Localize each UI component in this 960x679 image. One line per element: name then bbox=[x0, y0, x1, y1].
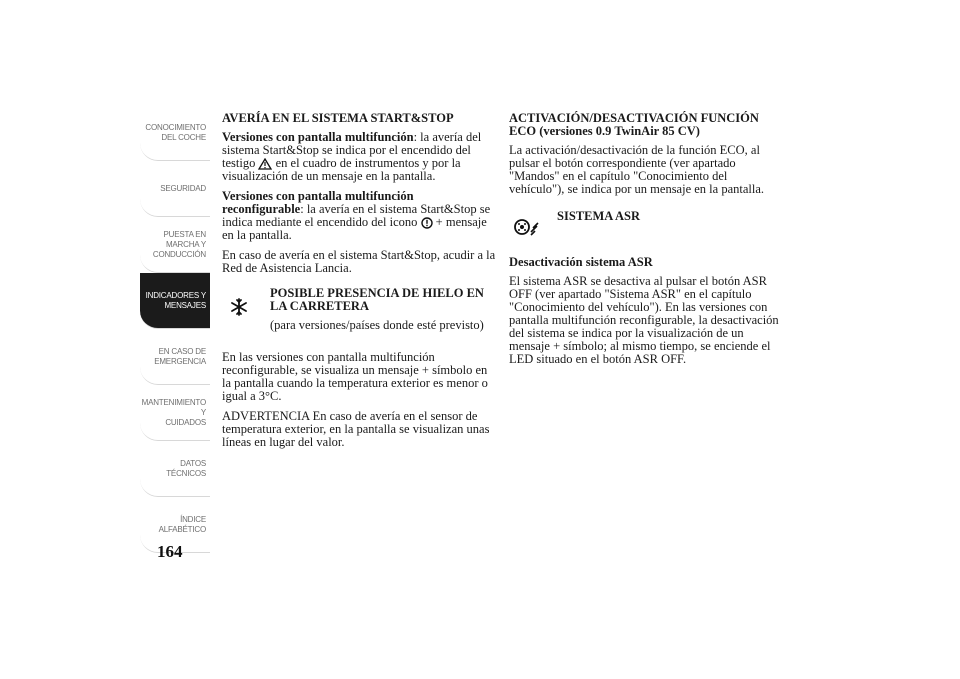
page-number: 164 bbox=[157, 542, 183, 561]
tab-label: CONOCIMIENTO DEL COCHE bbox=[145, 122, 206, 142]
asr-block bbox=[509, 210, 784, 238]
chapter-sidebar bbox=[140, 105, 210, 553]
paragraph: En las versiones con pantalla multifunción reconfigurable, se visualiza un mensaje + símbolo en la pantalla cuando la temperatura exterior es menor o igual a 3°C. bbox=[222, 350, 488, 404]
paragraph: La activación/desactivación de la función ECO, al pulsar el botón correspondiente (ver apartado "Mandos" en el capítulo "Conocimiento del vehículo"), se indica por un mensaje en la pantalla. bbox=[509, 143, 765, 196]
tab-indicadores[interactable] bbox=[140, 273, 210, 329]
section-heading-eco: ACTIVACIÓN/DESACTIVACIÓN FUNCIÓN ECO (versiones 0.9 TwinAir 85 CV) bbox=[509, 111, 759, 138]
right-column bbox=[509, 112, 784, 373]
tab-label: EN CASO DE EMERGENCIA bbox=[154, 346, 206, 366]
subheading-asr-off: Desactivación sistema ASR bbox=[509, 255, 653, 269]
tab-conocimiento[interactable] bbox=[140, 105, 210, 161]
tab-label: PUESTA EN MARCHA Y CONDUCCIÓN bbox=[152, 229, 206, 259]
tab-label: MANTENIMIENTO Y CUIDADOS bbox=[141, 397, 206, 427]
tab-emergencia[interactable] bbox=[140, 329, 210, 385]
section-heading-asr: SISTEMA ASR bbox=[557, 209, 641, 223]
paragraph: El sistema ASR se desactiva al pulsar el botón ASR OFF (ver apartado "Sistema ASR" en el capítulo "Conocimiento del vehículo"). En las versiones con pantalla multifunción reconfigurable, la desactivación del sistema se indica por la visualización de un mensaje + símbolo; al mismo tiempo, se enciende el LED situado en el botón ASR OFF. bbox=[509, 274, 779, 366]
ice-warning-block bbox=[222, 287, 497, 339]
snowflake-icon bbox=[229, 297, 249, 317]
section-heading-ice: POSIBLE PRESENCIA DE HIELO EN LA CARRETERA bbox=[270, 286, 484, 314]
tab-label: INDICADORES Y MENSAJES bbox=[145, 290, 206, 310]
paragraph: ADVERTENCIA En caso de avería en el sensor de temperatura exterior, en la pantalla se visualizan unas líneas en lugar del valor. bbox=[222, 409, 490, 450]
tab-puesta-en-marcha[interactable] bbox=[140, 217, 210, 273]
left-column bbox=[222, 112, 497, 456]
paragraph: En caso de avería en el sistema Start&Stop, acudir a la Red de Asistencia Lancia. bbox=[222, 248, 496, 276]
paragraph-text: en el cuadro de instrumentos y por la visualización de un mensaje en la pantalla. bbox=[222, 156, 461, 184]
paragraph bbox=[222, 131, 497, 183]
tab-mantenimiento[interactable] bbox=[140, 385, 210, 441]
tab-label: DATOS TÉCNICOS bbox=[166, 458, 206, 478]
heading-note: (para versiones/países donde esté previsto) bbox=[270, 318, 484, 333]
section-heading-startstop: AVERÍA EN EL SISTEMA START&STOP bbox=[222, 111, 454, 125]
startstop-fault-icon bbox=[421, 217, 433, 229]
bold-lead: Versiones con pantalla multifunción bbox=[222, 130, 414, 144]
paragraph-text: : la avería en el sistema Start&Stop se indica mediante el encendido del icono bbox=[222, 202, 491, 230]
bold-lead: Versiones con pantalla multifunción reconfigurable bbox=[222, 189, 414, 217]
paragraph bbox=[222, 190, 497, 242]
paragraph-text: + mensaje en la pantalla. bbox=[222, 215, 487, 243]
paragraph-text: : la avería del sistema Start&Stop se indica por el encendido del testigo bbox=[222, 130, 482, 170]
tab-datos-tecnicos[interactable] bbox=[140, 441, 210, 497]
tab-label: SEGURIDAD bbox=[160, 183, 206, 193]
tab-seguridad[interactable] bbox=[140, 161, 210, 217]
tab-label: ÍNDICE ALFABÉTICO bbox=[158, 514, 206, 534]
asr-off-icon bbox=[513, 216, 539, 238]
